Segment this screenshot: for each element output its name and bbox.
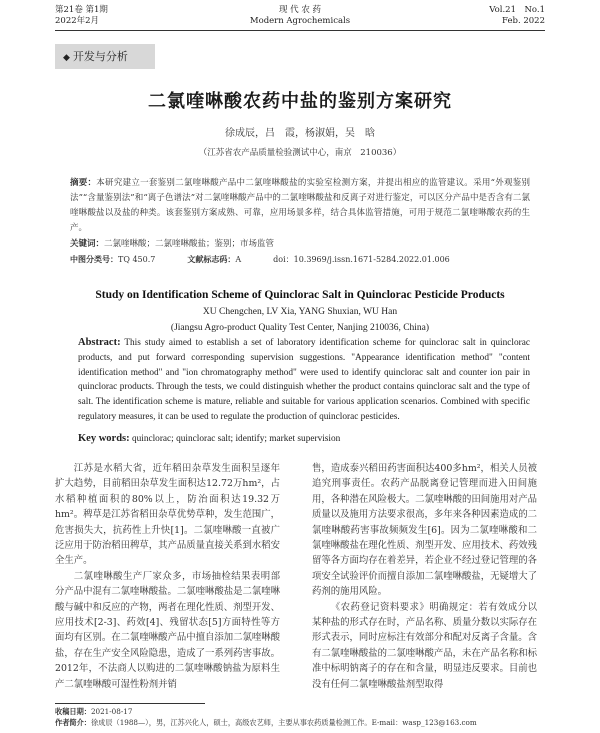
issue-cn: 第21卷 第1期 [55,5,108,15]
affiliation-cn: （江苏省农产品质量检验测试中心，南京 210036） [198,148,402,158]
running-header-top [55,5,545,16]
authors-en: XU Chengchen, LV Xia, YANG Shuxian, WU Han [202,307,398,317]
date-cn: 2022年2月 [55,16,100,26]
running-header-bottom [55,16,545,27]
classification-line [70,254,450,265]
body-column-left [55,461,280,692]
clc: 中图分类号：TQ 450.7 [70,255,156,264]
footnote-rule [55,703,205,704]
abstract-en [78,336,530,425]
diamond-icon: ◆ [63,53,70,63]
abstract-cn-label: 摘要： [70,178,97,188]
authors-cn: 徐成辰，吕 霞，杨淑娟，吴 晗 [225,128,375,139]
body-paragraph: 《农药登记资料要求》明确规定：若有效成分以某种盐的形式存在时，产品名称、质量分数以实际存在形式表示，同时应标注有效部分和配对反离子含量。含有二氯喹啉酸盐的二氯喹啉酸产品，未在产品名称和标准中标明钠离子的存在和含量，明显违反要求。目前也没有任何二氯喹啉酸盐剂型取得 [312,601,538,690]
doi: doi：10.3969/j.issn.1671-5284.2022.01.006 [273,255,450,264]
doc-code: 文献标志码：A [187,255,242,264]
keywords-cn-text: 二氯喹啉酸；二氯喹啉酸盐；鉴别；市场监管 [104,239,275,249]
header-rule [55,30,545,31]
journal-cn: 现 代 农 药 [278,5,322,15]
article-title-en: Study on Identification Scheme of Quinclorac Salt in Quinclorac Pesticide Products [95,289,505,301]
keywords-en [78,433,530,444]
keywords-cn [70,237,530,249]
abstract-en-text: This study aimed to establish a set of laboratory identification scheme for quinclorac salt in quinclorac products, and put forward corresponding supervision suggestions. "Appearance identification method" "content identification method" and "ion chromatography method" were used to identify quinclorac salt and counter ion pair in quinclorac products. Through the tests, we could distinguish whether the product contains quinclorac salt and the type of salt. The identification scheme is mature, reliable and suitable for various application scenarios. Combined with specific regulatory measures, it can be used to regulate the production of quinclorac pesticides. [78,338,530,422]
body-paragraph: 二氯喹啉酸生产厂家众多，市场抽检结果表明部分产品中混有二氯喹啉酸盐。二氯喹啉酸盐是二氯喹啉酸与碱中和反应的产物，两者在理化性质、剂型开发、应用技术[2-3]、药效[4]、残留状态[5]方面特性等方面均有区别。在二氯喹啉酸产品中擅自添加二氯喹啉酸盐，存在生产安全风险隐患，造成了一系列药害事故。2012年，不法商人以购进的二氯喹啉酸钠盐为原料生产二氯喹啉酸可湿性粉剂并销 [55,570,281,690]
date-en: Feb. 2022 [502,16,545,26]
affiliation-en: (Jiangsu Agro-product Quality Test Center, Nanjing 210036, China) [170,323,430,333]
body-paragraph: 售，造成泰兴稻田药害面积达400多hm²，相关人员被追究刑事责任。农药产品脱离登记管理而进入田间施用，各种潜在风险极大。二氯喹啉酸的田间施用对产品质量以及施用方法要求很高，多年来各种因素造成的二氯喹啉酸药害事故频频发生[6]。因为二氯喹啉酸和二氯喹啉酸盐在理化性质、剂型开发、应用技术、药效残留等各方面均存在着差异，若企业不经过登记管理的各项安全试验评价而擅自添加二氯喹啉酸盐，无疑增大了药剂的施用风险。 [312,463,538,598]
abstract-en-label: Abstract: [78,337,121,348]
keywords-en-label: Key words: [78,433,130,444]
body-paragraph: 江苏是水稻大省，近年稻田杂草发生面积呈逐年扩大趋势，目前稻田杂草发生面积达12.72万hm²，占水稻种植面积的80%以上，防治面积达19.32万hm²。稗草是江苏省稻田杂草优势草种，发生范围广，危害损失大，抗药性上升快[1]。二氯喹啉酸一直被广泛应用于防治稻田稗草，其产品质量直接关系到水稻安全生产。 [55,463,281,567]
section-tag [55,44,155,69]
journal-en: Modern Agrochemicals [249,16,351,26]
keywords-en-text: quinclorac; quinclorac salt; identify; market supervision [129,434,341,444]
article-title-cn: 二氯喹啉酸农药中盐的鉴别方案研究 [148,91,452,112]
abstract-cn-text: 本研究建立一套鉴别二氯喹啉酸产品中二氯喹啉酸盐的实验室检测方案，并提出相应的监管建议。采用“外观鉴别法”“含量鉴别法”和“离子色谱法”对二氯喹啉酸产品中的二氯喹啉酸盐和反离子对进行鉴定，可以区分产品中是否含有二氯喹啉酸盐以及盐的种类。该套鉴别方案成熟、可靠，应用场景多样，结合具体监管措施，可用于规范二氯喹啉酸农药的生产。 [70,178,530,233]
vol-en: Vol.21 No.1 [489,5,545,15]
keywords-cn-label: 关键词： [70,239,105,249]
footnote-author: 作者简介：徐成辰（1988—），男，江苏兴化人，硕士，高级农艺师，主要从事农药质量检测工作。E-mail：wasp_123@163.com [55,718,477,727]
footnote-received: 收稿日期：2021-08-17 [55,707,133,716]
abstract-cn [70,176,530,236]
body-column-right [312,461,537,692]
section-label: 开发与分析 [72,50,128,63]
